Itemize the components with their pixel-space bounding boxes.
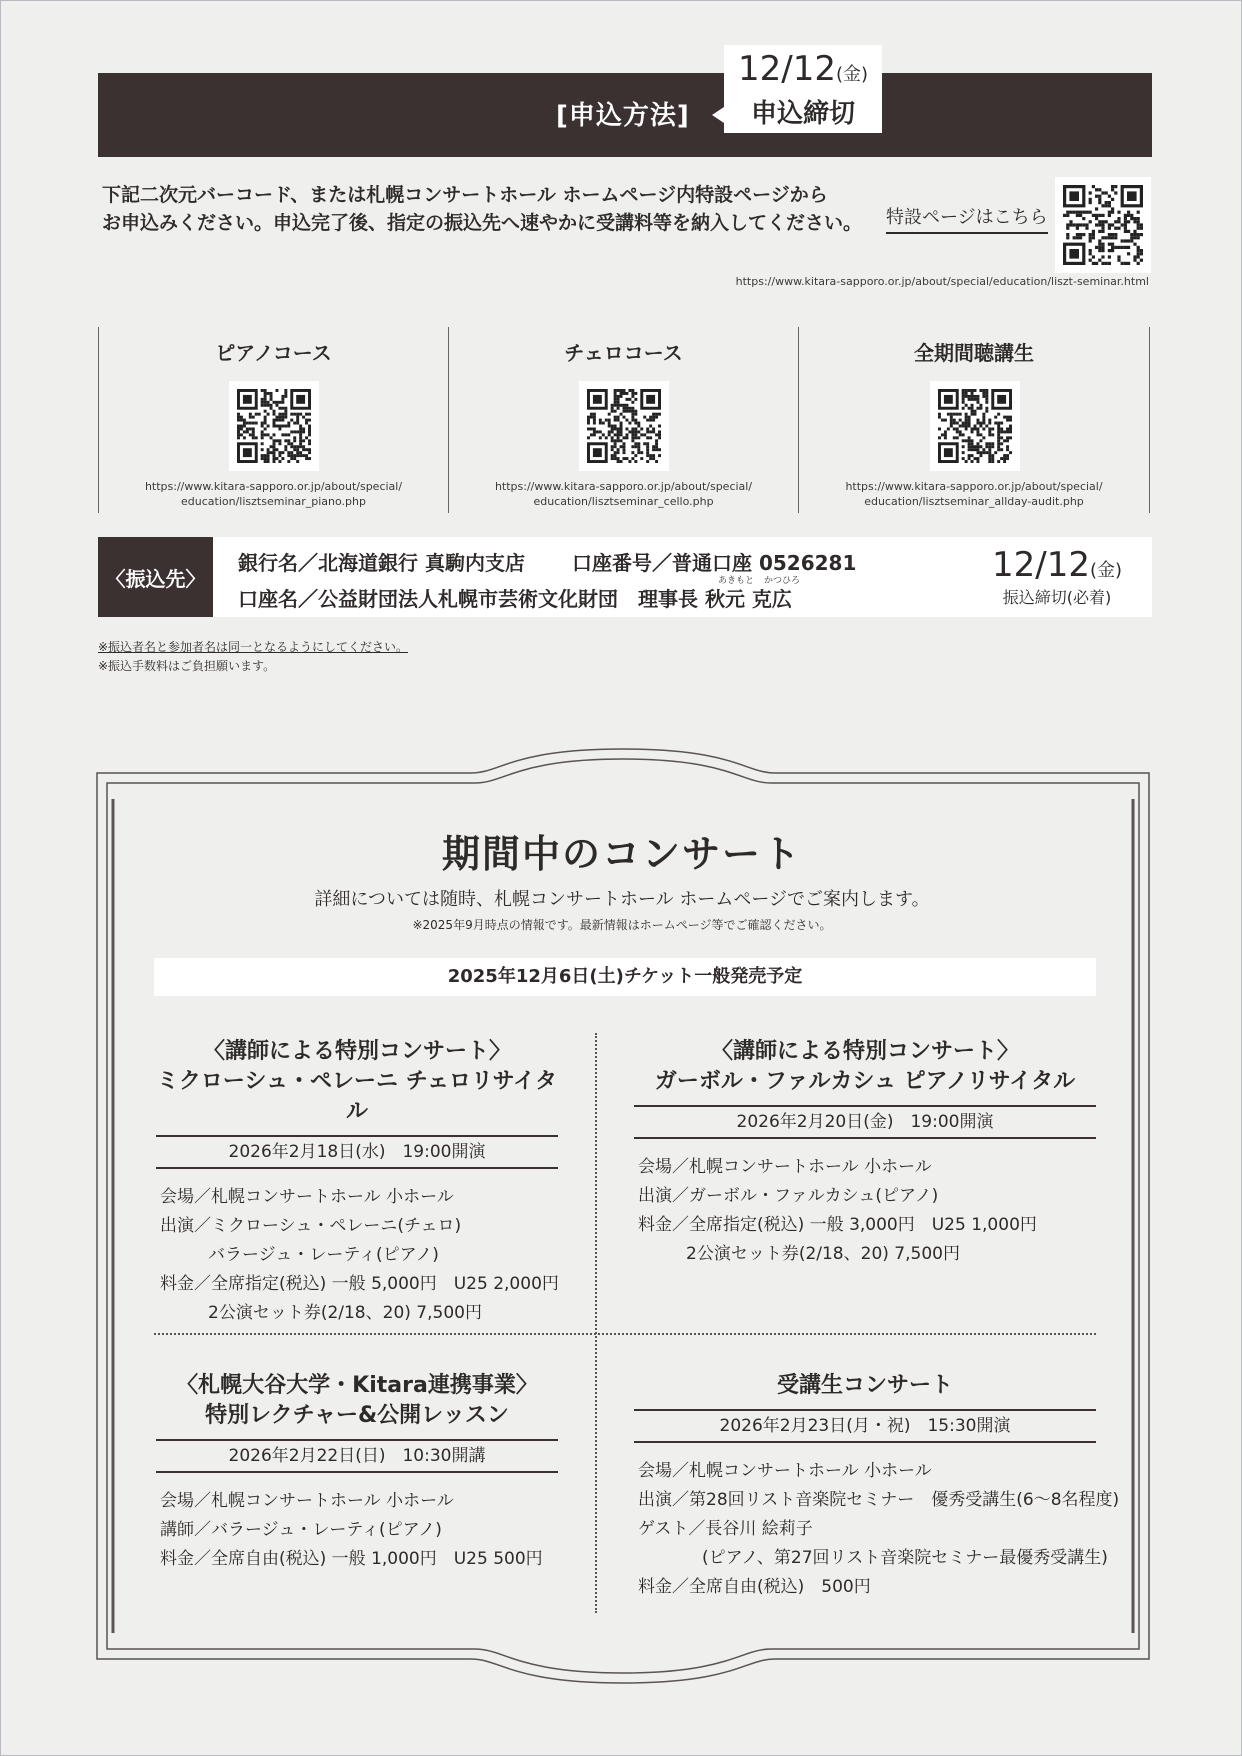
- course-url-line1: https://www.kitara-sapporo.or.jp/about/special/: [144, 480, 403, 493]
- event-date: 2026年2月22日(日) 10:30開講: [156, 1439, 558, 1473]
- event-details: [156, 1487, 558, 1574]
- event-detail-line: 料金／全席指定(税込) 一般 3,000円 U25 1,000円: [638, 1215, 1037, 1235]
- concert-note: ※2025年9月時点の情報です。最新情報はホームページ等でご確認ください。: [412, 918, 832, 932]
- course-piano-qr-code[interactable]: [229, 381, 319, 471]
- event-detail-line: 2公演セット券(2/18、20) 7,500円: [686, 1244, 960, 1264]
- event-heading-line1: 受講生コンサート: [776, 1373, 953, 1398]
- ruby-akimoto: あきもと: [718, 576, 755, 586]
- note-name-match: ※振込者名と参加者名は同一となるようにしてください。: [98, 640, 409, 654]
- concert-title: 期間中のコンサート: [441, 832, 802, 876]
- event-detail-line: 料金／全席自由(税込) 一般 1,000円 U25 500円: [160, 1549, 543, 1569]
- apply-intro: [102, 181, 862, 237]
- course-url: [799, 479, 1149, 509]
- transfer-deadline-day: 12/12: [991, 545, 1090, 585]
- transfer-deadline-date: [982, 545, 1132, 585]
- course-cello: [448, 327, 798, 513]
- event-details: [156, 1183, 558, 1328]
- event-date: 2026年2月23日(月・祝) 15:30開演: [634, 1409, 1096, 1443]
- apply-intro-line1: 下記二次元バーコード、または札幌コンサートホール ホームページ内特設ページから: [102, 184, 828, 206]
- transfer-holder: 口座名／公益財団法人札幌市芸術文化財団 理事長 秋元 克広: [238, 587, 792, 611]
- special-page-link[interactable]: 特設ページはこちら: [886, 203, 1048, 234]
- concert-subtitle: 詳細については随時、札幌コンサートホール ホームページでご案内します。: [314, 889, 930, 910]
- event-details: [634, 1153, 1096, 1269]
- note-fee: ※振込手数料はご負担願います。: [98, 659, 276, 673]
- event-detail-line: 出演／第28回リスト音楽院セミナー 優秀受講生(6〜8名程度): [638, 1490, 1120, 1510]
- concert-horizontal-divider: [154, 1333, 1096, 1335]
- event-heading: [634, 1037, 1096, 1097]
- course-title: ピアノコース: [215, 341, 332, 365]
- special-page-qr-code[interactable]: [1055, 177, 1151, 273]
- course-url-line1: https://www.kitara-sapporo.or.jp/about/special/: [494, 480, 753, 493]
- event-detail-line: バラージュ・レーティ(ピアノ): [208, 1245, 439, 1265]
- apply-intro-line2: お申込みください。申込完了後、指定の振込先へ速やかに受講料等を納入してください。: [102, 212, 863, 234]
- course-url: [99, 479, 448, 509]
- event-special-lecture: [156, 1371, 558, 1574]
- course-piano: [98, 327, 448, 513]
- event-detail-line: 会場／札幌コンサートホール 小ホール: [160, 1187, 454, 1207]
- transfer-deadline-dow: (金): [1089, 560, 1123, 581]
- event-detail-line: 2公演セット券(2/18、20) 7,500円: [208, 1303, 482, 1323]
- event-perenyi-recital: [156, 1037, 558, 1328]
- event-heading-line2: ガーボル・ファルカシュ ピアノリサイタル: [654, 1069, 1076, 1094]
- ruby-katsuhiro: かつひろ: [764, 576, 801, 586]
- event-student-concert: [634, 1371, 1120, 1602]
- event-heading-line1: 〈講師による特別コンサート〉: [202, 1039, 511, 1064]
- event-heading-line2: ミクローシュ・ペレーニ チェロリサイタル: [156, 1069, 558, 1124]
- event-date: 2026年2月18日(水) 19:00開演: [156, 1135, 558, 1169]
- course-title: チェロコース: [564, 341, 683, 365]
- event-detail-line: 講師／バラージュ・レーティ(ピアノ): [160, 1520, 442, 1540]
- course-cello-qr-code[interactable]: [579, 381, 669, 471]
- apply-title: [申込方法]: [556, 101, 690, 131]
- event-heading-line1: 〈札幌大谷大学・Kitara連携事業〉: [176, 1373, 538, 1398]
- course-audit: [798, 327, 1150, 513]
- deadline-pointer: [712, 107, 724, 123]
- event-heading-line2: 特別レクチャー&公開レッスン: [205, 1403, 509, 1428]
- event-detail-line: 会場／札幌コンサートホール 小ホール: [638, 1157, 932, 1177]
- transfer-bank: 銀行名／北海道銀行 真駒内支店: [238, 551, 525, 575]
- event-detail-line: (ピアノ、第27回リスト音楽院セミナー最優秀受講生): [702, 1548, 1108, 1568]
- course-url-line2: education/lisztseminar_piano.php: [181, 495, 366, 508]
- event-detail-line: 会場／札幌コンサートホール 小ホール: [638, 1461, 932, 1481]
- transfer-account: 口座番号／普通口座 0526281: [572, 551, 857, 575]
- transfer-label: 〈振込先〉: [98, 537, 213, 617]
- event-detail-line: ゲスト／長谷川 絵莉子: [638, 1519, 813, 1539]
- course-url-line2: education/lisztseminar_allday-audit.php: [864, 495, 1084, 508]
- course-url-line1: https://www.kitara-sapporo.or.jp/about/special/: [845, 480, 1103, 493]
- event-heading: [634, 1371, 1096, 1401]
- event-detail-line: 出演／ガーボル・ファルカシュ(ピアノ): [638, 1186, 939, 1206]
- ticket-sale-bar: 2025年12月6日(土)チケット一般発売予定: [154, 958, 1096, 996]
- event-detail-line: 料金／全席自由(税込) 500円: [638, 1577, 871, 1597]
- event-detail-line: 料金／全席指定(税込) 一般 5,000円 U25 2,000円: [160, 1274, 559, 1294]
- transfer-box: [98, 537, 1152, 617]
- apply-deadline-dow: (金): [835, 64, 869, 85]
- event-farkas-recital: [634, 1037, 1096, 1269]
- event-heading: [156, 1037, 558, 1127]
- transfer-deadline-label: 振込締切(必着): [1002, 588, 1112, 607]
- special-page-url: https://www.kitara-sapporo.or.jp/about/special/education/liszt-seminar.html: [735, 275, 1149, 288]
- event-date: 2026年2月20日(金) 19:00開演: [634, 1105, 1096, 1139]
- course-url-line2: education/lisztseminar_cello.php: [533, 495, 714, 508]
- event-details: [634, 1457, 1120, 1602]
- concert-vertical-divider: [595, 1033, 597, 1613]
- event-heading-line1: 〈講師による特別コンサート〉: [710, 1039, 1019, 1064]
- course-audit-qr-code[interactable]: [930, 381, 1020, 471]
- apply-deadline-date: 12/12: [737, 49, 836, 89]
- event-detail-line: 会場／札幌コンサートホール 小ホール: [160, 1491, 454, 1511]
- apply-deadline-badge: [724, 45, 882, 133]
- course-url: [449, 479, 798, 509]
- apply-deadline-label: 申込締切: [750, 99, 855, 129]
- event-detail-line: 出演／ミクローシュ・ペレーニ(チェロ): [160, 1216, 462, 1236]
- event-heading: [156, 1371, 558, 1431]
- course-title: 全期間聴講生: [914, 341, 1034, 365]
